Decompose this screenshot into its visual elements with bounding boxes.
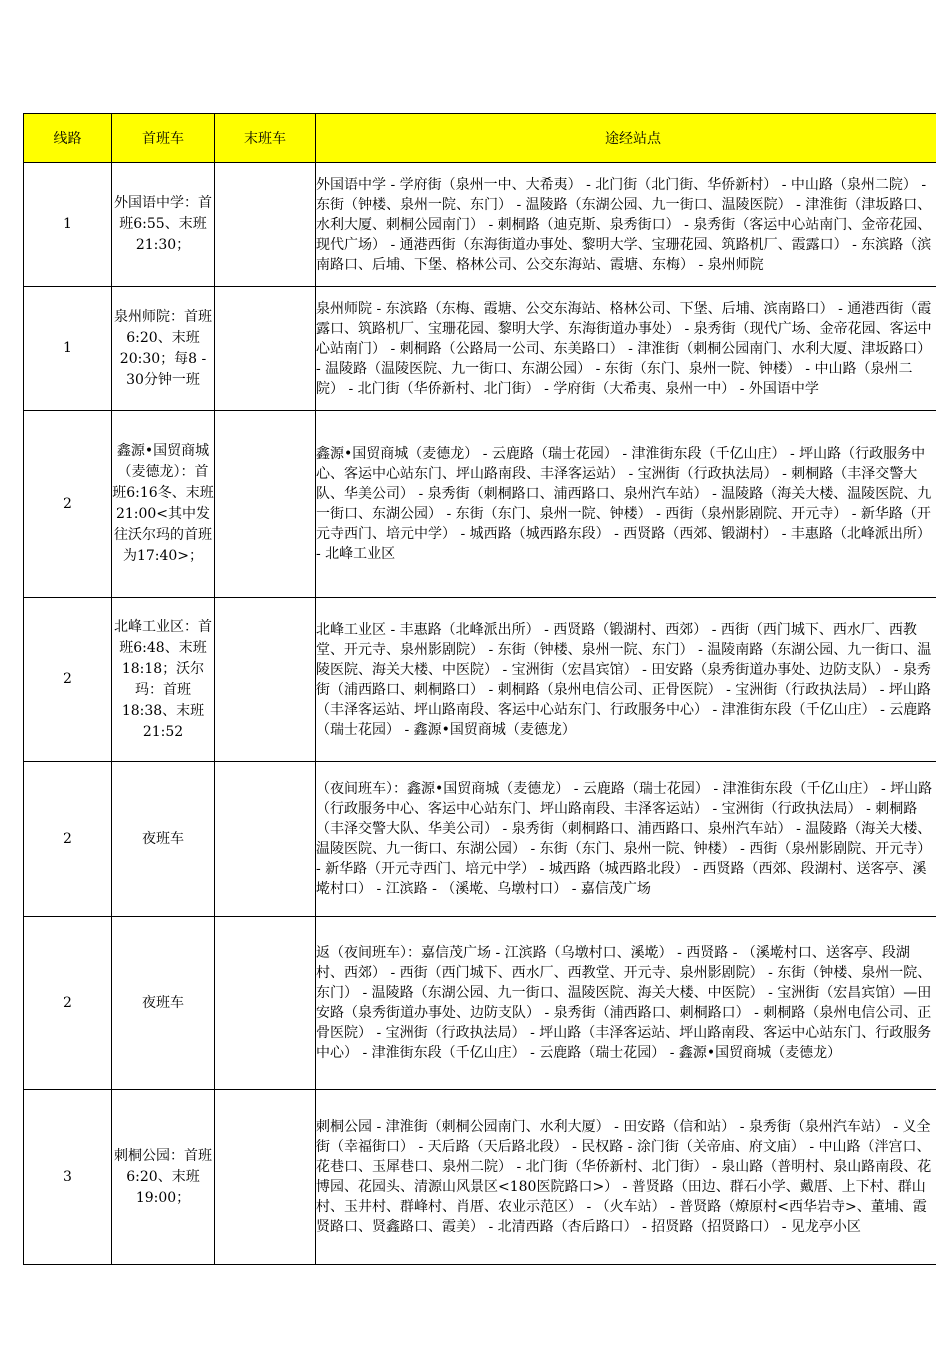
last-bus-time [215, 917, 316, 1090]
header-last-bus: 末班车 [215, 114, 316, 163]
first-bus-time: 泉州师院：首班6:20、末班20:30；每8 - 30分钟一班 [112, 287, 215, 411]
last-bus-time [215, 762, 316, 917]
line-number: 2 [24, 762, 112, 917]
route-stops [316, 1090, 950, 1265]
first-bus-time: 夜班车 [112, 917, 215, 1090]
table-row [24, 287, 950, 411]
table-row [24, 598, 950, 762]
first-bus-time: 刺桐公园：首班6:20、末班19:00； [112, 1090, 215, 1265]
table-header-row [24, 114, 950, 163]
first-bus-time: 夜班车 [112, 762, 215, 917]
first-bus-time: 外国语中学：首班6:55、末班21:30； [112, 163, 215, 287]
table-row [24, 917, 950, 1090]
last-bus-time [215, 287, 316, 411]
line-number: 2 [24, 598, 112, 762]
table-row [24, 163, 950, 287]
route-stops-text: 返（夜间班车）：嘉信茂广场 - 江滨路（乌墩村口、溪墘） - 西贤路 - （溪墘村口、送客亭、段湖村、西郊） - 西街（西门城下、西水厂、西教堂、开元寺、泉州影剧院） - 东街（钟楼、泉州一院、东门） - 温陵路（东湖公园、九一街口、温陵医院、海关大楼、中医院） - 宝洲街（宏昌宾馆）—田安路（泉秀街道办事处、边防支队） - 泉秀街（浦西路口、刺桐路口） - 刺桐路（泉州电信公司、正骨医院） - 宝洲街（行政执法局） - 坪山路（丰泽客运站、坪山路南段、客运中心站东门、行政服务中心） - 津淮街东段（千亿山庄） - 云鹿路（瑞士花园） - 鑫源•国贸商城（麦德龙） [316, 945, 932, 1061]
last-bus-time [215, 411, 316, 598]
header-first-bus: 首班车 [112, 114, 215, 163]
route-stops [316, 598, 950, 762]
line-number: 1 [24, 287, 112, 411]
line-number: 2 [24, 411, 112, 598]
header-line: 线路 [24, 114, 112, 163]
route-stops [316, 287, 950, 411]
first-bus-time: 鑫源•国贸商城（麦德龙）：首班6:16冬、末班21:00<其中发往沃尔玛的首班为17:40>； [112, 411, 215, 598]
line-number: 3 [24, 1090, 112, 1265]
route-stops-text: （夜间班车）：鑫源•国贸商城（麦德龙） - 云鹿路（瑞士花园） - 津淮街东段（千亿山庄） - 坪山路（行政服务中心、客运中心站东门、坪山路南段、丰泽客运站） - 宝洲街（行政执法局） - 刺桐路（丰泽交警大队、华美公司） - 泉秀街（刺桐路口、浦西路口、泉州汽车站） - 温陵路（海关大楼、温陵医院、九一街口、东湖公园） - 东街（东门、泉州一院、钟楼） - 西街（泉州影剧院、开元寺） - 新华路（开元寺西门、培元中学） - 城西路（城西路北段） - 西贤路（西郊、段湖村、送客亭、溪墘村口） - 江滨路 - （溪墘、乌墩村口） - 嘉信茂广场 [316, 781, 933, 897]
route-stops-text: 北峰工业区 - 丰惠路（北峰派出所） - 西贤路（锻湖村、西郊） - 西街（西门城下、西水厂、西教堂、开元寺、泉州影剧院） - 东街（钟楼、泉州一院、东门） - 温陵南路（东湖公园、九一街口、温陵医院、海关大楼、中医院） - 宝洲街（宏昌宾馆） - 田安路（泉秀街道办事处、边防支队） - 泉秀街（浦西路口、刺桐路口） - 刺桐路（泉州电信公司、正骨医院） - 宝洲街（行政执法局） - 坪山路（丰泽客运站、坪山路南段、客运中心站东门、行政服务中心） - 津淮街东段（千亿山庄） - 云鹿路（瑞士花园） - 鑫源•国贸商城（麦德龙） [316, 621, 932, 738]
route-stops [316, 411, 950, 598]
route-stops [316, 917, 950, 1090]
last-bus-time [215, 163, 316, 287]
last-bus-time [215, 598, 316, 762]
route-stops-text: 鑫源•国贸商城（麦德龙） - 云鹿路（瑞士花园） - 津淮街东段（千亿山庄） - 坪山路（行政服务中心、客运中心站东门、坪山路南段、丰泽客运站） - 宝洲街（行政执法局） - 刺桐路（丰泽交警大队、华美公司） - 泉秀街（刺桐路口、浦西路口、泉州汽车站） - 温陵路（海关大楼、温陵医院、九一街口、东湖公园） - 东街（东门、泉州一院、钟楼） - 西街（泉州影剧院、开元寺） - 新华路（开元寺西门、培元中学） - 城西路（城西路东段） - 西贤路（西郊、锻湖村） - 丰惠路（北峰派出所） - 北峰工业区 [316, 446, 932, 562]
bus-route-table [23, 113, 950, 1265]
table-row [24, 1090, 950, 1265]
first-bus-time: 北峰工业区：首班6:48、末班18:18；沃尔玛：首班18:38、末班21:52 [112, 598, 215, 762]
route-stops-text: 泉州师院 - 东滨路（东梅、霞塘、公交东海站、格林公司、下堡、后埔、滨南路口） - 通港西街（霞露口、筑路机厂、宝珊花园、黎明大学、东海街道办事处） - 泉秀街（现代广场、金帝花园、客运中心站南门） - 刺桐路（公路局一公司、东美路口） - 津淮街（刺桐公园南门、水利大厦、津坂路口） - 温陵路（温陵医院、九一街口、东湖公园） - 东街（东门、泉州一院、钟楼） - 中山路（泉州二院） - 北门街（华侨新村、北门街） - 学府街（大希夷、泉州一中） - 外国语中学 [316, 300, 932, 397]
route-stops-text: 刺桐公园 - 津淮街（刺桐公园南门、水利大厦） - 田安路（信和站） - 泉秀街（泉州汽车站） - 义全街（幸福街口） - 天后路（天后路北段） - 民权路 - 涂门街（关帝庙、府文庙） - 中山路（泮宫口、花巷口、玉犀巷口、泉州二院） - 北门街（华侨新村、北门街） - 泉山路（普明村、泉山路南段、花博园、花园头、清源山风景区<180医院路口>） - 普贤路（田边、群石小学、戴厝、上下村、群山村、玉井村、群峰村、肖厝、农业示范区） - （火车站） - 普贤路（燎原村<西华岩寺>、董埔、霞贤路口、贤鑫路口、霞美） - 北清西路（杏后路口） - 招贤路（招贤路口） - 见龙亭小区 [316, 1119, 932, 1235]
route-stops [316, 163, 950, 287]
line-number: 2 [24, 917, 112, 1090]
line-number: 1 [24, 163, 112, 287]
table-row [24, 762, 950, 917]
route-stops [316, 762, 950, 917]
last-bus-time [215, 1090, 316, 1265]
table-row [24, 411, 950, 598]
page-edge-mask [936, 100, 950, 1300]
route-stops-text: 外国语中学 - 学府街（泉州一中、大希夷） - 北门街（北门街、华侨新村） - 中山路（泉州二院） - 东街（钟楼、泉州一院、东门） - 温陵路（东湖公园、九一街口、温陵医院） - 津淮街（津坂路口、水利大厦、刺桐公园南门） - 刺桐路（迪克斯、泉秀街口） - 泉秀街（客运中心站南门、金帝花园、现代广场） - 通港西街（东海街道办事处、黎明大学、宝珊花园、筑路机厂、霞露口） - 东滨路（滨南路口、后埔、下堡、格林公司、公交东海站、霞塘、东梅） - 泉州师院 [316, 176, 932, 273]
header-stops: 途经站点 [316, 114, 950, 163]
